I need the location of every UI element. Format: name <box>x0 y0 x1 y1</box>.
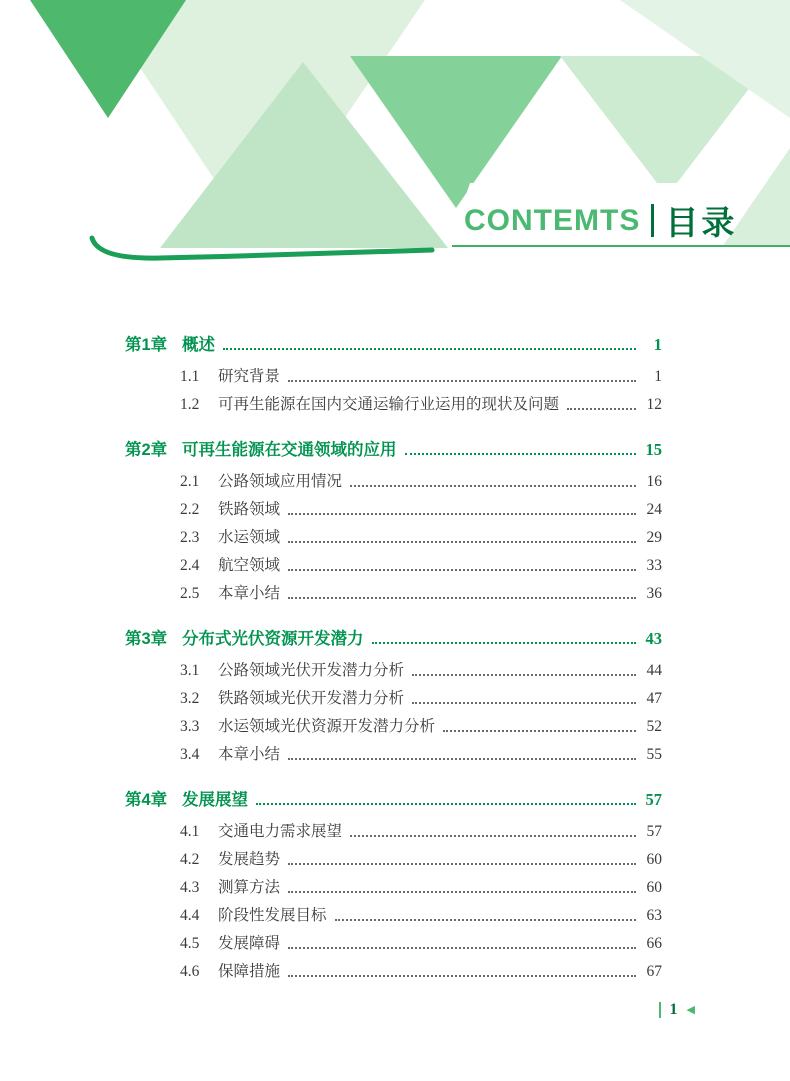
dot-leader <box>350 485 636 487</box>
dot-leader <box>288 569 636 571</box>
toc-section-row <box>125 846 662 874</box>
toc-chapter-row <box>125 786 662 814</box>
section-title: 可再生能源在国内交通运输行业运用的现状及问题 <box>218 396 560 413</box>
toc-section-row <box>125 930 662 958</box>
toc-section-row <box>125 818 662 846</box>
section-title: 保障措施 <box>218 963 281 980</box>
section-title: 水运领域光伏资源开发潜力分析 <box>218 718 436 735</box>
dot-leader <box>288 758 636 760</box>
contents-title-english: CONTEMTS <box>464 203 641 237</box>
section-title: 发展趋势 <box>218 851 281 868</box>
section-title: 铁路领域光伏开发潜力分析 <box>218 690 405 707</box>
contents-title-chinese: 目录 <box>665 204 738 241</box>
section-page-number: 1 <box>654 368 662 385</box>
section-number: 4.6 <box>180 963 200 980</box>
section-page-number: 60 <box>646 879 662 896</box>
section-title: 本章小结 <box>218 746 281 763</box>
dot-leader <box>412 674 636 676</box>
page-footer <box>659 1001 695 1019</box>
section-title: 公路领域光伏开发潜力分析 <box>218 662 405 679</box>
chapter-page-number: 15 <box>645 440 662 459</box>
toc-chapter-group <box>125 625 662 769</box>
table-of-contents <box>125 331 662 986</box>
dot-leader <box>256 803 636 805</box>
toc-section-row <box>125 496 662 524</box>
section-page-number: 44 <box>646 662 662 679</box>
dot-leader <box>335 919 636 921</box>
dot-leader <box>443 730 636 732</box>
section-page-number: 12 <box>646 396 662 413</box>
section-number: 4.3 <box>180 879 200 896</box>
section-number: 2.2 <box>180 501 200 518</box>
section-page-number: 24 <box>646 501 662 518</box>
chapter-page-number: 43 <box>645 629 662 648</box>
toc-section-row <box>125 657 662 685</box>
toc-section-row <box>125 552 662 580</box>
section-page-number: 36 <box>646 585 662 602</box>
dot-leader <box>405 453 637 455</box>
section-number: 4.1 <box>180 823 200 840</box>
section-number: 4.4 <box>180 907 200 924</box>
toc-section-row <box>125 713 662 741</box>
section-page-number: 63 <box>646 907 662 924</box>
section-page-number: 55 <box>646 746 662 763</box>
dot-leader <box>567 408 636 410</box>
toc-section-row <box>125 363 662 391</box>
section-number: 1.1 <box>180 368 200 385</box>
chapter-label: 第1章 <box>125 336 168 354</box>
section-title: 测算方法 <box>218 879 281 896</box>
dot-leader <box>223 348 636 350</box>
chapter-label: 第2章 <box>125 441 168 459</box>
section-title: 阶段性发展目标 <box>218 907 327 924</box>
toc-chapter-row <box>125 625 662 653</box>
section-page-number: 60 <box>646 851 662 868</box>
section-number: 2.1 <box>180 473 200 490</box>
section-title: 本章小结 <box>218 585 281 602</box>
toc-chapter-row <box>125 331 662 359</box>
section-number: 2.4 <box>180 557 200 574</box>
chapter-title: 分布式光伏资源开发潜力 <box>182 630 364 648</box>
chapter-title: 发展展望 <box>182 791 248 809</box>
section-number: 3.1 <box>180 662 200 679</box>
toc-chapter-group <box>125 436 662 608</box>
dot-leader <box>288 863 636 865</box>
section-page-number: 67 <box>646 963 662 980</box>
chapter-title: 可再生能源在交通领域的应用 <box>182 441 397 459</box>
footer-page-number: 1 <box>669 1001 678 1018</box>
toc-section-row <box>125 741 662 769</box>
toc-chapter-row <box>125 436 662 464</box>
section-title: 航空领域 <box>218 557 281 574</box>
section-title: 铁路领域 <box>218 501 281 518</box>
section-number: 4.2 <box>180 851 200 868</box>
left-triangle-arrow-icon: ◀ <box>686 1003 695 1016</box>
dot-leader <box>288 891 636 893</box>
section-page-number: 29 <box>646 529 662 546</box>
chapter-label: 第4章 <box>125 791 168 809</box>
chapter-title: 概述 <box>182 336 215 354</box>
section-number: 1.2 <box>180 396 200 413</box>
chapter-page-number: 57 <box>645 790 662 809</box>
toc-section-row <box>125 685 662 713</box>
dot-leader <box>288 947 636 949</box>
toc-section-row <box>125 391 662 419</box>
page-title <box>464 197 737 244</box>
section-page-number: 33 <box>646 557 662 574</box>
toc-chapter-group <box>125 786 662 986</box>
section-number: 3.4 <box>180 746 200 763</box>
section-number: 3.2 <box>180 690 200 707</box>
section-page-number: 47 <box>646 690 662 707</box>
section-number: 4.5 <box>180 935 200 952</box>
section-page-number: 52 <box>646 718 662 735</box>
section-title: 发展障碍 <box>218 935 281 952</box>
dot-leader <box>350 835 636 837</box>
section-title: 研究背景 <box>218 368 281 385</box>
toc-section-row <box>125 902 662 930</box>
dot-leader <box>288 597 636 599</box>
toc-section-row <box>125 958 662 986</box>
chapter-page-number: 1 <box>653 335 662 354</box>
toc-section-row <box>125 874 662 902</box>
section-title: 水运领域 <box>218 529 281 546</box>
section-number: 2.3 <box>180 529 200 546</box>
section-title: 交通电力需求展望 <box>218 823 343 840</box>
dot-leader <box>372 642 637 644</box>
section-page-number: 66 <box>646 935 662 952</box>
dot-leader <box>288 975 636 977</box>
dot-leader <box>288 380 636 382</box>
section-page-number: 57 <box>646 823 662 840</box>
dot-leader <box>412 702 636 704</box>
section-title: 公路领域应用情况 <box>218 473 343 490</box>
section-number: 3.3 <box>180 718 200 735</box>
toc-chapter-group <box>125 331 662 419</box>
section-page-number: 16 <box>646 473 662 490</box>
chapter-label: 第3章 <box>125 630 168 648</box>
title-divider-bar <box>651 204 654 237</box>
toc-section-row <box>125 468 662 496</box>
section-number: 2.5 <box>180 585 200 602</box>
footer-divider-bar <box>659 1002 661 1018</box>
dot-leader <box>288 541 636 543</box>
dot-leader <box>288 513 636 515</box>
toc-section-row <box>125 524 662 552</box>
toc-section-row <box>125 580 662 608</box>
